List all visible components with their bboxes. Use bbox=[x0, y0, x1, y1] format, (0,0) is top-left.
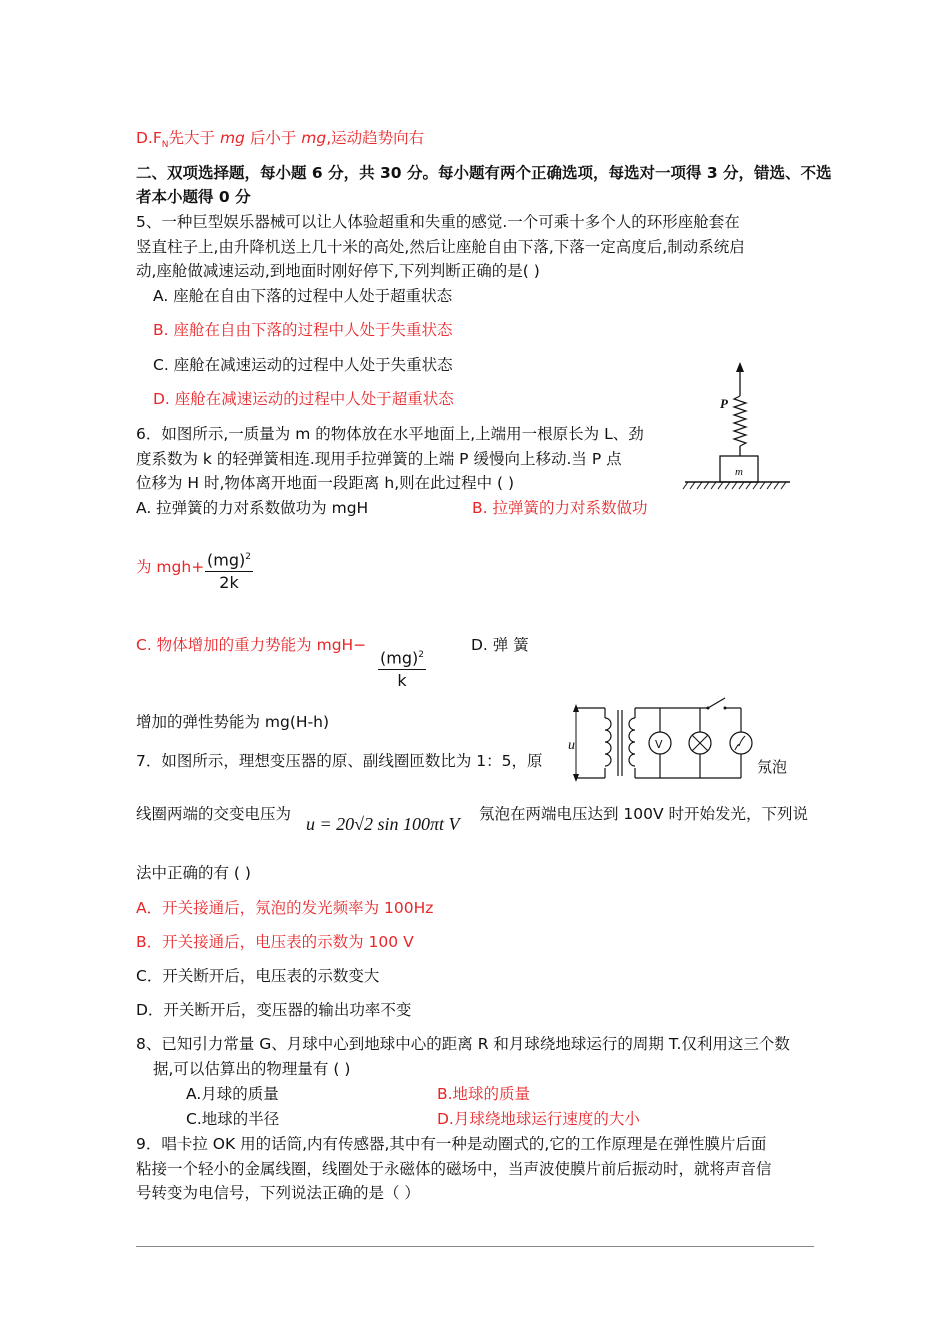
figure-label-u: u bbox=[568, 738, 575, 753]
footer-rule bbox=[136, 1246, 814, 1247]
q8-stem-line1: 8、已知引力常量 G、月球中心到地球中心的距离 R 和月球绕地球运行的周期 T.仅利用这三个数 bbox=[136, 1035, 790, 1053]
q6-stem-line3: 位移为 H 时,物体离开地面一段距离 h,则在此过程中 ( ) bbox=[136, 474, 515, 492]
q6-stem-line1: 6．如图所示,一质量为 m 的物体放在水平地面上,上端用一根原长为 L、劲 bbox=[136, 425, 644, 443]
q5-option-b: B. 座舱在自由下落的过程中人处于失重状态 bbox=[153, 321, 453, 339]
q6-option-d-line1: D. 弹 簧 bbox=[471, 636, 529, 654]
voltmeter-label: V bbox=[655, 738, 663, 751]
q6-b-fraction: $\frac{(mg)^2}{2k}$ bbox=[205, 546, 253, 594]
q8-stem-line2: 据,可以估算出的物理量有 ( ) bbox=[153, 1060, 351, 1078]
q5-stem-line3: 动,座舱做减速运动,到地面时刚好停下,下列判断正确的是( ) bbox=[136, 262, 540, 280]
neon-bulb-label: 氖泡 bbox=[757, 760, 788, 776]
figure-label-m: m bbox=[735, 466, 743, 478]
q6-option-c: C. 物体增加的重力势能为 mgH− bbox=[136, 636, 367, 654]
q4-option-d: $D.F_N$先大于 mg 后小于 mg,运动趋势向右 bbox=[136, 129, 425, 151]
q5-stem-line1: 5、一种巨型娱乐器械可以让人体验超重和失重的感觉.一个可乘十多个人的环形座舱套在 bbox=[136, 213, 740, 231]
q7-option-d: D．开关断开后，变压器的输出功率不变 bbox=[136, 1001, 412, 1019]
q7-option-c: C．开关断开后，电压表的示数变大 bbox=[136, 967, 380, 985]
q9-stem-line2: 粘接一个轻小的金属线圈，线圈处于永磁体的磁场中，当声波使膜片前后振动时，就将声音信 bbox=[136, 1160, 772, 1178]
q7-stem-line3: 法中正确的有 ( ) bbox=[136, 864, 251, 882]
q7-option-b: B．开关接通后，电压表的示数为 100 V bbox=[136, 933, 414, 951]
q5-option-d: D. 座舱在减速运动的过程中人处于超重状态 bbox=[153, 390, 454, 408]
q7-stem-line2b: 氖泡在两端电压达到 100V 时开始发光，下列说 bbox=[479, 805, 809, 823]
q5-option-c: C. 座舱在减速运动的过程中人处于失重状态 bbox=[153, 356, 453, 374]
q6-stem-line2: 度系数为 k 的轻弹簧相连.现用手拉弹簧的上端 P 缓慢向上移动.当 P 点 bbox=[136, 450, 622, 468]
q6-option-b-line1: B. 拉弹簧的力对系数做功 bbox=[472, 499, 648, 517]
q8-option-d: D.月球绕地球运行速度的大小 bbox=[437, 1110, 640, 1128]
q6-option-d-line2: 增加的弹性势能为 mg(H-h) bbox=[136, 713, 330, 731]
q9-stem-line1: 9．唱卡拉 OK 用的话筒,内有传感器,其中有一种是动圈式的,它的工作原理是在弹性膜片后面 bbox=[136, 1135, 767, 1153]
q5-option-a: A. 座舱在自由下落的过程中人处于超重状态 bbox=[153, 287, 453, 305]
q8-option-a: A.月球的质量 bbox=[186, 1085, 279, 1103]
q6-option-a: A. 拉弹簧的力对系数做功为 mgH bbox=[136, 499, 369, 517]
q8-option-b: B.地球的质量 bbox=[437, 1085, 531, 1103]
q8-option-c: C.地球的半径 bbox=[186, 1110, 280, 1128]
section2-heading-line2: 者本小题得 0 分 bbox=[136, 188, 251, 206]
q7-option-a: A．开关接通后，氖泡的发光频率为 100Hz bbox=[136, 899, 434, 917]
q9-stem-line3: 号转变为电信号，下列说法正确的是（ ） bbox=[136, 1184, 420, 1202]
section2-heading-line1: 二、双项选择题，每小题 6 分，共 30 分。每小题有两个正确选项，每选对一项得 3 分，错选、不选 bbox=[136, 164, 832, 182]
q5-stem-line2: 竖直柱子上,由升降机送上几十米的高处,然后让座舱自由下落,下落一定高度后,制动系统启 bbox=[136, 238, 745, 256]
voltage-formula: u = 20√2 sin 100πt V bbox=[306, 814, 460, 834]
q6-option-b-line2: 为 mgh+ bbox=[136, 558, 205, 576]
q7-stem-line1: 7．如图所示，理想变压器的原、副线圈匝数比为 1：5，原 bbox=[136, 752, 543, 770]
figure-label-p: P bbox=[720, 396, 728, 411]
q7-stem-line2a: 线圈两端的交变电压为 bbox=[136, 805, 292, 823]
q6-c-fraction: $\frac{(mg)^2}{k}$ bbox=[378, 644, 426, 692]
